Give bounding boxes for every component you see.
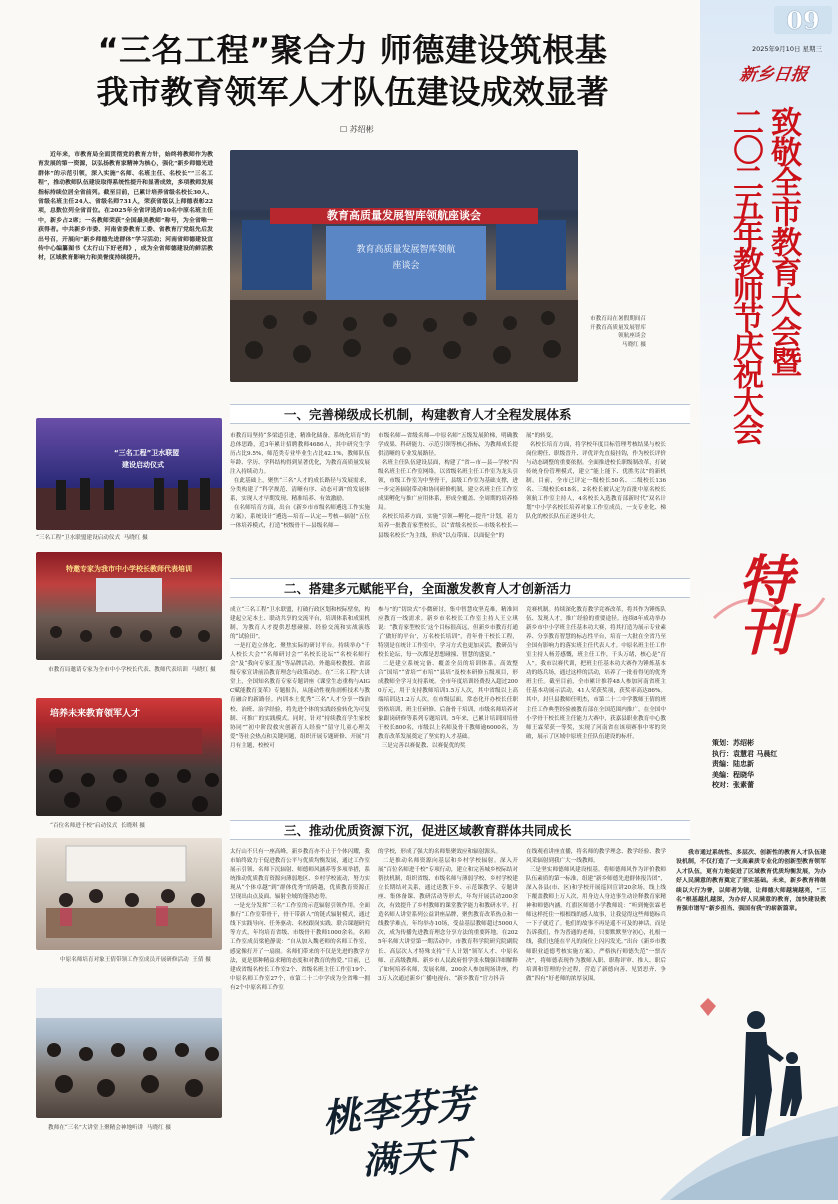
intro-paragraph: 近年来，市教育局全面贯彻党的教育方针，始终将教师作为教育发展的第一资源，以弘扬教育家精神为核心，强化“新乡师德光进群体”的示范引领，深入实施“名师、名班主任、名校长”“三名工程”，推动教师队伍建设取得系统性提升和显著成效，多项教师发展指标持续位居全省前列。截至目前，已累计培养省级名校长30人、省级名班主任24人、省级名师731人，荣获省级以上师德表彰22项，总数位列全省首位。在2025年全省评选的10名中原名班主任中，新乡占2席；一名教师荣获“全国最美教师”称号，为全省唯一获得者。中共新乡市委、河南省委教育工委、省教育厅党组先后发出号召，开展向“新乡师德先进群体”学习活动；河南省师德建设宣传中心编纂图书《太行山下好老师》，成为全省师德建设的鲜活教材，区域教育影响力和美誉度持续提升。 xyxy=(38,151,213,262)
hundred-teachers-image xyxy=(36,698,222,816)
section-2-col2: 参与”的“切块式”小微研讨，集中智慧攻坚克难，精准回应教育一线需求。新乡市名校长工作室主持人王立琪说：“教育家型校长‘这个目标很高远，但新乡市教育打通了‘做好的平台’，万名校长培训”，青年骨干校长工程，特别是在统计工作室中，学习方式也更加灵活，教研员与校长论坛，每一次都是思想碰撞、智慧的盛宴。” 二是建立系统完备、覆盖全员的培训体系。高效整合“国培”“省培”“市培”“县培”及校本研修五级项目，形成教师全学习支持系统。全市年度培训经费投入超过2000万元，用于支持教师培训1.5万人次，其中省级以上高端培训达1.2万人次。在市级层面，常态化开办校长任职资格培训，班主任研修、后备骨干培训，市级名师培养对象跟岗研修等系列专题培训。5年来，已累计培训国培骨干校长800名，市级以上名师及骨干教师逾6000名，为教育改革发展奠定了坚实的人才基础。 三是完善以赛促教、以赛促优的奖 xyxy=(378,607,518,749)
photo-lecture-hall xyxy=(36,988,222,1118)
byline-author: 苏绍彬 xyxy=(349,125,374,134)
photo-credit: 马晓红 摄 xyxy=(123,535,148,541)
credit-line: 策划：苏绍彬 xyxy=(712,739,754,747)
calligraphy-line2: 满天下 xyxy=(360,1133,472,1183)
headline xyxy=(40,30,665,114)
photo-hundred-teachers xyxy=(36,698,222,816)
main-photo-screen-title: 教育高质量发展智库领航 xyxy=(356,245,456,255)
byline xyxy=(340,124,374,135)
credit-line: 责编：陆忠新 xyxy=(712,760,754,768)
credit-line: 执行：袁慧君 马晨红 xyxy=(712,749,778,758)
calligraphy-title xyxy=(322,1080,562,1190)
photo-credit: 马晓红 摄 xyxy=(191,667,216,673)
caption-text: “三名工程”卫水联盟建设启动仪式 xyxy=(36,535,121,541)
page-number-badge xyxy=(774,6,832,34)
teacher-student-silhouette xyxy=(660,986,838,1200)
photo-alliance-launch xyxy=(36,418,222,530)
training-audience-image xyxy=(36,552,222,660)
main-photo-caption xyxy=(590,315,646,349)
silhouette-illustration xyxy=(660,986,838,1200)
studio-research-image xyxy=(36,838,222,950)
section-1-col3: 展”的转变。 名校长培育方面，将学校年度目标管理考核结果与校长岗位聘任、职级晋升、评优评先直接挂钩，作为校长评价与动态调整的重要依据。全面推进校长职级制改革，打破传统身份管理模式，建立“能上能下、优胜劣汰”的新机制。目前，全市已评定一级校长50名、二级校长136名、三级校长618名。2名校长被认定为首批中原名校长领航工作室主持人，4名校长入选教育部新时代“双名计划”中小学名校长培养对象工作室成员，一支专业化、梯队化的校长队伍正逐步壮大。 xyxy=(526,433,666,521)
photo-training-caption xyxy=(48,666,222,675)
photo-studio-research xyxy=(36,838,222,950)
special-issue-mark xyxy=(706,548,832,678)
caption-text: 市教育局在暑假期间召开教育高质量发展智库领航座谈会 xyxy=(590,316,646,339)
section-3-col3: 在线观看讲座直播，将名师的教学理念、教学经验、教学风采辐射到我广大一线教师。 三是坚实师德师风建设根基。将师德师风作为评价教师队伍素质的第一标准，组建“新乡师德先进群体报告团”，深入各县(市、区)和学校开展巡回宣讲20余场，线上线下覆盖教师上万人次，用身边人身边事生动诠释教育家精神和师德内涵。红旗区师德小学教师说：“听到俺张霖老师这样托住一根根线的感人故事，让我觉得这些师德标兵一下子就近了。他们的故事不再是遥不可及的神话，而是告诉我们，作为普通的老师，只要默默坚守初心，扎根一线，我们也能在平凡的岗位上闪闪发光。”出台《新乡市教师职业道德考核实施方案》，严格执行师德失范“一票否决”，将师德表现作为教师入职、职称评审、推人、职后培训和管理的全过程，营造了新德向善、见贤思齐、争做“四有”好老师的浓厚氛围。 xyxy=(526,849,666,982)
alliance-stage-image xyxy=(36,418,222,530)
headline-line2: 我市教育领军人才队伍建设成效显著 xyxy=(96,73,609,111)
banner-col2: 二〇二五年教师节庆祝大会 xyxy=(727,106,763,442)
section-2-col3: 竞赛机制。持续深化教育教学竞赛改革，将其作为锤炼队伍、发现人才，推广经验的重要途径。连续8年成功举办新乡市中小学班主任基本功大赛，将其打造为展示专业素养、分享教育智慧的标志性平台，培育一大批在全省乃至全国有影响力的落实班主任代表人才。中原名班主任工作室主持人杨芳感慨，班主任工作，千头万绪，核心是“育人”。我市以赛代训，把班主任基本功大赛作为锤炼基本功的练兵场，通过这样的活动，培养了一批看得见的优秀班主任。截至目前，全市累计推荐48人参加河南省班主任基本功展示活动，41人荣获奖项，获奖率高达86%。其中，封旦县教师任明杰，市第二十二中学教师王倩的班主任工作典型经验被教育部在全国范围内推广。在全国中小学骨干校长班主任能力大赛中，获嘉县职业教育中心教师王霖荣获一等奖，实现了河南省在该项赛事中零的突破，展示了区域中原班主任队伍建设的标杆。 xyxy=(526,607,666,740)
lecture-hall-image xyxy=(36,988,222,1118)
closing-paragraph: 我市通过系统性、多层次、创新性的教育人才队伍建设机制，不仅打造了一支高素质专业化的创新型教育领军人才队伍，更有力地促进了区域教育优质均衡发展，为办好人民满意的教育奠定了坚实基础。未来，新乡教育将继续以大行为誉，以师者为镜，让师德大师越境越亮，“三名”根基越扎越深，为办好人民满意的教育，加快建设教育强市谱写“新乡担当、强国有我”的崭新篇章。 xyxy=(676,849,826,913)
calligraphy-line1: 桃李芬芳 xyxy=(320,1080,477,1141)
section-3-title: 三、推动优质资源下沉，促进区域教育群体共同成长 xyxy=(284,823,572,838)
hundred-teachers-banner: 培养未来教育领军人才 xyxy=(50,709,141,719)
alliance-sign-line1: “三名工程”卫水联盟 xyxy=(114,449,180,457)
credit-line: 美编：程晓华 xyxy=(712,770,754,779)
main-photo xyxy=(230,150,578,382)
caption-text: 教师在“三名”大讲堂上聚精会神地听讲 xyxy=(48,1125,144,1131)
banner-col1: 致敬全市教育大会暨 xyxy=(765,106,801,376)
section-1-col1: 市教育局坚持“多梁道引进，精准化储备，系统化培育”的总体思路，近3年累计招聘教师4686人，其中研究生学历占比9.5%，师范类专业毕业生占比42.1%，教师队伍年龄、学历、学科结构得到显著优化，为教育高质量发展注入持续动力。 在此基础上，聚焦“三名”人才的成长路径与发展需求，分类构建了“科学规范、清晰有序、动态可调”的发展体系，实现人才早期发现、精准培养、有效激励。 在名师培育方面，出台《新乡市市级名师遴选工作实施方案》，系统设计“遴选—培育—认定—考核—辐射”五位一体培养模式，打造“校级骨干—县级名师— xyxy=(230,433,370,530)
photo-credit: 长晓琪 摄 xyxy=(120,823,145,829)
photo-expert-training xyxy=(36,552,222,660)
section-1-col2: 市级名师—省级名师—中原名师”五级发展阶梯，明确教学成果、科研能力、示范引领等核心指标，为教师成长提供清晰的专业发展路径。 名班主任队伍建设层面，构建了“省—市—县—学校”四级名班主任工作室网络，以省级名班主任工作室为龙头引领，市级工作室为中坚骨干，县级工作室为基础支撑，进一步完善辐射带动和协同研修机制，建立名班主任工作室成果孵化与推广应用体系，形成全覆盖、全周期的培养格局。 名校长培养方面，实施“引领—孵化—提升”计划，着力培养一批教育家型校长，以“省级名校长—市级名校长—县级名校长”为主线，形成“以点带面、以面促全”的 xyxy=(378,433,518,539)
photo-alliance-caption xyxy=(36,534,222,543)
credit-line: 校对：张素蕾 xyxy=(712,781,754,789)
section-2-title: 二、搭建多元赋能平台，全面激发教育人才创新活力 xyxy=(284,581,572,596)
paper-logo: 新乡日报 xyxy=(738,65,810,85)
alliance-sign-line2: 建设启动仪式 xyxy=(122,461,164,469)
special-issue-text: 特刊 xyxy=(730,552,794,652)
photo-credit: 马晓红 摄 xyxy=(146,1125,171,1131)
headline-line1: “三名工程”聚合力 师德建设筑根基 xyxy=(97,31,608,69)
photo-studio-caption xyxy=(60,956,222,965)
issue-date: 2025年9月10日 星期三 xyxy=(752,45,823,53)
caption-text: 市教育局邀请专家为全市中小学校长代表、教师代表培训 xyxy=(48,667,188,673)
credits xyxy=(712,738,777,791)
caption-text: “百位名师进千校”启动仪式 xyxy=(50,823,118,829)
main-photo-banner: 教育高质量发展智库领航座谈会 xyxy=(270,208,538,224)
training-banner: 特邀专家为我市中小学校长教师代表培训 xyxy=(66,565,192,573)
photo-hundred-caption xyxy=(50,822,222,831)
section-3-col1: 太行山不只有一座高峰，新乡教育亦不止于个体闪耀，我市始终致力于促进教育公平与优质均衡发展，通过工作室展示引领、名师下沉辐射、师德师风涵养等多项举措，系统推动优质教育资源向薄弱地区、乡村学校流动，努力实现从“个体卓越”到“群体优秀”的跨越，优质教育资源正呈现出由点及面、辐射全域的蓬勃态势。 一是充分发挥“三名”工作室的示范辐射引领作用。全面推行“工作室带骨干，骨干带新人”的链式辐射模式，通过线下实践导向、任务驱动、名校跟岗实践、联合课题研究等方式，年均培育省级、市级骨干教师1000余名。名师工作室成员梁艳静说：“自从加入魏老师的名师工作室，感觉像打开了一扇窗。名师们带来的不仅是先进的教学方法，更是那种精益求精的态度和对教育的热爱。”目前，已建成省级名校长工作室2个、省级名班主任工作室19个、中原名师工作室27个，市第二十二中学成为全省唯一拥有2个中原名师工作室 xyxy=(230,849,370,991)
photo-credit: 王倩 摄 xyxy=(192,957,211,963)
page-number: 09 xyxy=(786,6,820,35)
section-3-col2: 的学校，形成了强大的名师集聚效应和辐射源头。 二是推动名师资源向基层和乡村学校辐射。深入开展“百位名师进千校”专项行动，建立和完善城乡校际结对帮扶机制，组织省级、市级名师与薄弱学校、乡村学校建立长期结对关系，通过送教下乡、示范课教学、专题讲座、集体备课、教研活动等形式，年均开展活动200余次，有效提升了乡村教师的课堂教学能力和教研水平。打造名师人讲堂系列公益讲座品牌，聚焦教育改革热点和一线教学难点，年均举办10场，受益基层教师超过5000人次，成为传播先进教育理念分享方法的重要阵地。在2025年名师大讲堂第一期活动中，市教育科学院研究院副院长、高层次人才特殊支持“千人计划”领军人才、中原名师、正高级教师、新乡市人民政府督学张永魏强详细解释了如何培养名师，发展名师，200余人参加现场讲座，约3万人次通过新乡广播电视台、“新乡教育”官方抖音 xyxy=(378,849,518,982)
caption-text: 中原名师培育对象王倩带领工作室成员开展研修活动 xyxy=(60,957,189,963)
byline-icon: ☐ xyxy=(340,125,348,134)
main-photo-screen-subtitle: 座谈会 xyxy=(392,261,420,271)
section-1-title: 一、完善梯级成长机制，构建教育人才全程发展体系 xyxy=(284,407,572,422)
section-2-col1: 成立“三名工程”卫水联盟，打破行政区划和校际壁垒，构建起立足本土、联动共享的交流平台，培训体系和成果机制，为教育人才提供思想碰撞、经验交流和实战演练的“试验田”。 一是打造立体化、聚焦实际的研讨平台。持续举办“千人校长大会”“名师研讨会”“名校长论坛”“名校名师行会”及“我向专家汇报”等品牌活动。外邀高校教授、省部级专家宣讲前沿教育理念与政策动态。在“三名工程”大讲堂上，全国知名教育专家专题讲座《课堂生态重构与AIGC赋能教育变革》专题报告，从能动性视角剖析技术与教育融合的新路径。内训本土优秀“三名”人才分享一线治校、治班、治学经验，将先进个体的实践经验转化为可复制、可推广的实践模式。同时，针对“持续教育学生家校协同”“初中阶段救灾创新育人经验”“留守儿童心理关爱”等社会热点和关键问题，组织开展专题研修、开展“月月有主题，校校可 xyxy=(230,607,370,749)
photo-lecture-caption xyxy=(48,1124,222,1133)
photo-credit: 马晓红 摄 xyxy=(621,341,646,348)
